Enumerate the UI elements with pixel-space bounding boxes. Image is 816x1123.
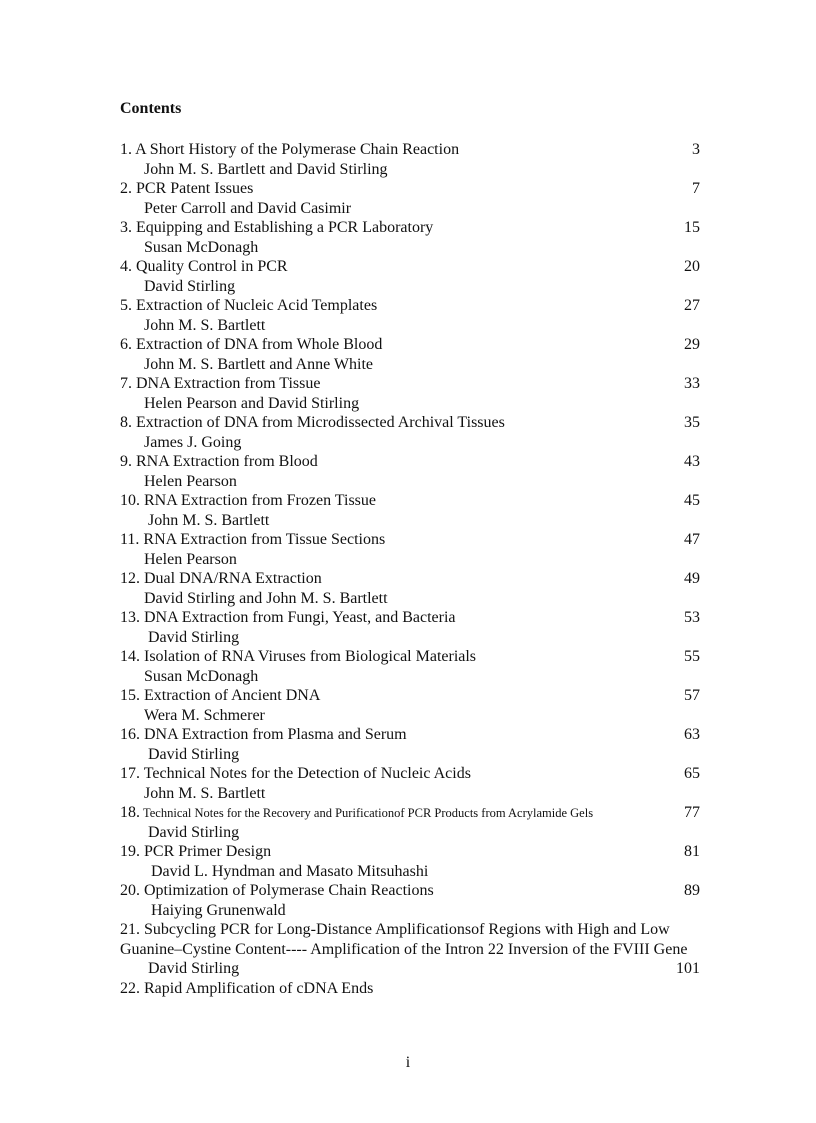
- toc-entry-21-line-1: [120, 920, 700, 940]
- toc-entry-title: 1. A Short History of the Polymerase Chain Reaction: [120, 141, 460, 158]
- toc-entry-title: 5. Extraction of Nucleic Acid Templates: [120, 297, 378, 314]
- toc-entry-page: 45: [684, 492, 700, 509]
- toc-entry: [120, 530, 700, 550]
- toc-entry-title: 18.: [120, 804, 140, 821]
- toc-entry-author: Helen Pearson: [144, 550, 237, 568]
- toc-entry: [120, 140, 700, 160]
- toc-entry: [120, 374, 700, 394]
- toc-entry-author: Helen Pearson and David Stirling: [144, 394, 360, 412]
- toc-entry: [120, 218, 700, 238]
- toc-entry-title: 17. Technical Notes for the Detection of Nucleic Acids: [120, 765, 471, 782]
- toc-entry-author-line: [120, 160, 700, 180]
- toc-entry-author-line: [120, 511, 700, 531]
- toc-entry: [120, 179, 700, 199]
- toc-entry-page: 33: [684, 375, 700, 392]
- page-number: i: [405, 1054, 411, 1071]
- toc-entry: [120, 803, 700, 823]
- toc-entry-page: 43: [684, 453, 700, 470]
- toc-entry-author: Susan McDonagh: [144, 238, 259, 256]
- toc-entry: [120, 842, 700, 862]
- toc-entry-page: 77: [684, 804, 700, 821]
- toc-entry-author: Helen Pearson: [144, 472, 237, 490]
- toc-entry-title: 7. DNA Extraction from Tissue: [120, 375, 321, 392]
- toc-entry-title-small: Technical Notes for the Recovery and Purificationof PCR Products from Acrylamide Gels: [143, 806, 594, 820]
- toc-entry-title-continued: Guanine–Cystine Content---- Amplification of the Intron 22 Inversion of the FVIII Gene: [120, 940, 688, 958]
- toc-entry-title: 15. Extraction of Ancient DNA: [120, 687, 321, 704]
- toc-entry-title: 21. Subcycling PCR for Long-Distance Amplificationsof Regions with High and Low: [120, 921, 670, 938]
- toc-entry-page: 89: [684, 882, 700, 899]
- toc-entry-author-line: [120, 199, 700, 219]
- toc-entry-author: David Stirling: [148, 745, 240, 763]
- toc-entry-title: 16. DNA Extraction from Plasma and Serum: [120, 726, 407, 743]
- toc-entry-author: Peter Carroll and David Casimir: [144, 199, 352, 217]
- toc-entry-author: David Stirling: [148, 823, 240, 841]
- toc-entry-author-line: [120, 472, 700, 492]
- toc-entry-title: 3. Equipping and Establishing a PCR Laboratory: [120, 219, 434, 236]
- toc-entry: [120, 686, 700, 706]
- toc-entry-author-line: [120, 238, 700, 258]
- toc-entry-author-line: [120, 589, 700, 609]
- toc-entry-page: 55: [684, 648, 700, 665]
- toc-entry-author: Susan McDonagh: [144, 667, 259, 685]
- toc-entry-page: 27: [684, 297, 700, 314]
- toc-entry-author-line: [120, 277, 700, 297]
- toc-entry-page: 35: [684, 414, 700, 431]
- toc-entry-page: 7: [692, 180, 700, 197]
- toc-entry-author: David L. Hyndman and Masato Mitsuhashi: [151, 862, 429, 880]
- toc-entry: [120, 881, 700, 901]
- toc-entry-22: [120, 979, 700, 999]
- toc-entry-author: Wera M. Schmerer: [144, 706, 265, 724]
- toc-entry-page: 47: [684, 531, 700, 548]
- toc-entry-page: 101: [676, 960, 700, 977]
- toc-entry: [120, 608, 700, 628]
- toc-entry-author-line: [120, 706, 700, 726]
- toc-entry-author: Haiying Grunenwald: [151, 901, 286, 919]
- toc-entry: [120, 335, 700, 355]
- toc-entry-author-line: [120, 745, 700, 765]
- toc-entry-title: 19. PCR Primer Design: [120, 843, 272, 860]
- toc-entry-author-line: [120, 667, 700, 687]
- toc-entry-author: John M. S. Bartlett and David Stirling: [144, 160, 388, 178]
- toc-entry-author: David Stirling: [148, 628, 240, 646]
- toc-entry-author-line: [120, 823, 700, 843]
- toc-entry-page: 49: [684, 570, 700, 587]
- toc-entry: [120, 764, 700, 784]
- toc-entry: [120, 296, 700, 316]
- toc-entry-21-author-line: [120, 959, 700, 979]
- toc-entry-title: 10. RNA Extraction from Frozen Tissue: [120, 492, 376, 509]
- toc-entry-author-line: [120, 394, 700, 414]
- toc-entry-author-line: [120, 316, 700, 336]
- toc-entry-author-line: [120, 433, 700, 453]
- toc-entry-author-line: [120, 628, 700, 648]
- toc-entry: [120, 569, 700, 589]
- toc-entry: [120, 725, 700, 745]
- toc-entry-page: 63: [684, 726, 700, 743]
- toc-entry: [120, 413, 700, 433]
- toc-entry-page: 81: [684, 843, 700, 860]
- toc-entry-author: John M. S. Bartlett and Anne White: [144, 355, 374, 373]
- toc-entry-author-line: [120, 355, 700, 375]
- toc-entry-author: David Stirling: [144, 277, 236, 295]
- toc-entry-page: 15: [684, 219, 700, 236]
- toc-entry: [120, 257, 700, 277]
- toc-entry: [120, 452, 700, 472]
- toc-entry-author-line: [120, 784, 700, 804]
- toc-list: [120, 140, 700, 920]
- toc-entry-author-line: [120, 550, 700, 570]
- toc-entry-author: John M. S. Bartlett: [148, 511, 270, 529]
- page-title: Contents: [120, 100, 182, 117]
- toc-entry-author: John M. S. Bartlett: [144, 784, 266, 802]
- toc-entry-author: James J. Going: [144, 433, 242, 451]
- toc-entry-page: 20: [684, 258, 700, 275]
- toc-entry-author-line: [120, 901, 700, 921]
- toc-entry-title: 11. RNA Extraction from Tissue Sections: [120, 531, 386, 548]
- toc-entry-title: 20. Optimization of Polymerase Chain Reactions: [120, 882, 434, 899]
- toc-entry-title: 2. PCR Patent Issues: [120, 180, 254, 197]
- toc-entry-author-line: [120, 862, 700, 882]
- toc-entry-author: David Stirling and John M. S. Bartlett: [144, 589, 388, 607]
- toc-entry-page: 29: [684, 336, 700, 353]
- toc-entry-title: 22. Rapid Amplification of cDNA Ends: [120, 979, 374, 997]
- toc-entry-title: 6. Extraction of DNA from Whole Blood: [120, 336, 383, 353]
- toc-entry-title: 12. Dual DNA/RNA Extraction: [120, 570, 322, 587]
- toc-entry-title: 4. Quality Control in PCR: [120, 258, 288, 275]
- toc-entry-title: 9. RNA Extraction from Blood: [120, 453, 318, 470]
- toc-entry-page: 53: [684, 609, 700, 626]
- contents-page: [120, 99, 700, 998]
- toc-entry-page: 65: [684, 765, 700, 782]
- toc-entry-21-line-2: [120, 940, 700, 960]
- toc-entry-author: John M. S. Bartlett: [144, 316, 266, 334]
- toc-entry: [120, 491, 700, 511]
- toc-entry-title: 13. DNA Extraction from Fungi, Yeast, and Bacteria: [120, 609, 456, 626]
- toc-entry-author: David Stirling: [148, 960, 240, 977]
- toc-entry-page: 3: [692, 141, 700, 158]
- toc-entry-page: 57: [684, 687, 700, 704]
- toc-entry-title: 14. Isolation of RNA Viruses from Biological Materials: [120, 648, 477, 665]
- toc-entry: [120, 647, 700, 667]
- toc-entry-title: 8. Extraction of DNA from Microdissected Archival Tissues: [120, 414, 505, 431]
